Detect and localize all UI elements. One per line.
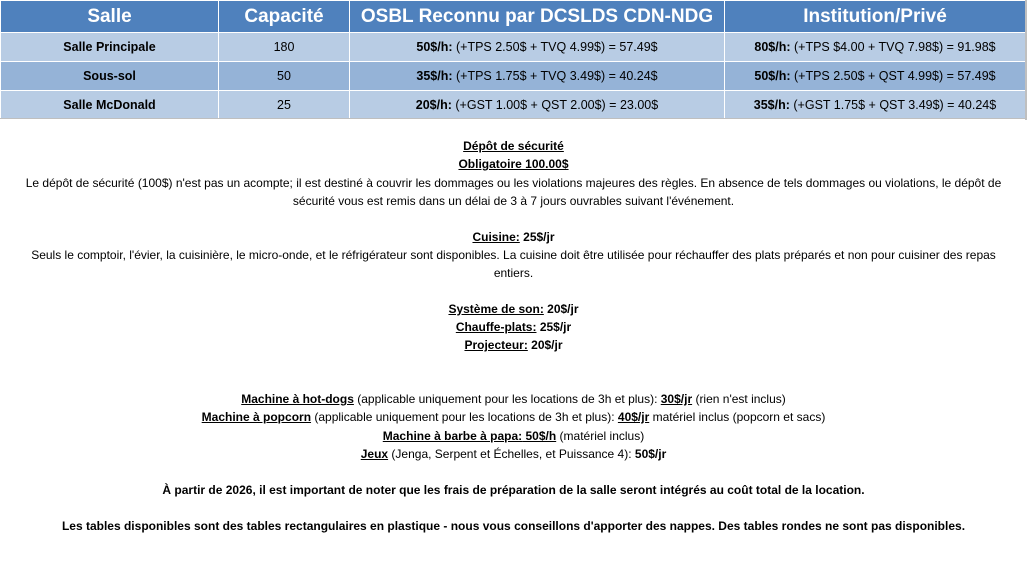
table-row bbox=[1, 33, 1026, 62]
equipment-projector bbox=[0, 336, 1027, 354]
machine-note: (applicable uniquement pour les locations de 3h et plus): bbox=[311, 410, 618, 424]
kitchen-text-line2: entiers. bbox=[493, 266, 534, 280]
institution-rate-detail: (+TPS $4.00 + TVQ 7.98$) = 91.98$ bbox=[790, 40, 996, 54]
machine-label: Machine à hot-dogs bbox=[241, 392, 354, 406]
kitchen-price-line bbox=[0, 228, 1027, 246]
equipment-label: Projecteur: bbox=[464, 338, 528, 352]
institution-rate-detail: (+TPS 2.50$ + QST 4.99$) = 57.49$ bbox=[790, 69, 996, 83]
header-capacite: Capacité bbox=[219, 1, 350, 33]
machine-cotton-candy bbox=[0, 427, 1027, 445]
osbl-rate bbox=[350, 33, 725, 62]
table-row bbox=[1, 62, 1026, 91]
header-osbl: OSBL Reconnu par DCSLDS CDN-NDG bbox=[350, 1, 725, 33]
machine-extra: matériel inclus (popcorn et sacs) bbox=[649, 410, 826, 424]
equipment-sound bbox=[0, 300, 1027, 318]
equipment-label: Système de son: bbox=[448, 302, 544, 316]
osbl-rate bbox=[350, 62, 725, 91]
deposit-text-line2: sécurité vous est remis dans un délai de 3 à 7 jours ouvrables suivant l'événement. bbox=[292, 194, 735, 208]
deposit-text-line1: Le dépôt de sécurité (100$) n'est pas un acompte; il est destiné à couvrir les dommages ou les violations majeures des règles. En absence de tels dommages ou violations, le dépôt de bbox=[25, 176, 1002, 190]
osbl-rate-price: 35$/h: bbox=[416, 69, 453, 83]
machine-note: (Jenga, Serpent et Échelles, et Puissance 4): bbox=[388, 447, 635, 461]
machine-price: 30$/jr bbox=[660, 392, 693, 406]
machine-label: Jeux bbox=[360, 447, 389, 461]
machine-hotdog bbox=[0, 390, 1027, 408]
rates-table bbox=[0, 0, 1026, 120]
kitchen-label: Cuisine: bbox=[472, 230, 520, 244]
room-capacity: 180 bbox=[219, 33, 350, 62]
institution-rate bbox=[725, 33, 1026, 62]
osbl-rate-detail: (+TPS 1.75$ + TVQ 3.49$) = 40.24$ bbox=[452, 69, 658, 83]
machine-extra: (matériel inclus) bbox=[556, 429, 645, 443]
machine-popcorn bbox=[0, 408, 1027, 426]
machine-price: 40$/jr bbox=[617, 410, 650, 424]
institution-rate-price: 80$/h: bbox=[754, 40, 791, 54]
osbl-rate bbox=[350, 91, 725, 120]
room-capacity: 25 bbox=[219, 91, 350, 120]
machine-extra: (rien n'est inclus) bbox=[692, 392, 786, 406]
rates-header-row bbox=[1, 1, 1026, 33]
osbl-rate-price: 20$/h: bbox=[415, 98, 452, 112]
equipment-label: Chauffe-plats: bbox=[455, 320, 537, 334]
room-name: Sous-sol bbox=[1, 62, 219, 91]
institution-rate-detail: (+GST 1.75$ + QST 3.49$) = 40.24$ bbox=[789, 98, 997, 112]
deposit-title: Dépôt de sécurité bbox=[463, 139, 564, 153]
institution-rate-price: 50$/h: bbox=[754, 69, 791, 83]
equipment-warmer bbox=[0, 318, 1027, 336]
institution-rate bbox=[725, 62, 1026, 91]
institution-rate bbox=[725, 91, 1026, 120]
osbl-rate-price: 50$/h: bbox=[416, 40, 453, 54]
machine-price: 50$/jr bbox=[634, 447, 667, 461]
sheet-gridline-bottom bbox=[0, 118, 1027, 119]
equipment-price: 25$/jr bbox=[536, 320, 572, 334]
kitchen-price: 25$/jr bbox=[519, 230, 555, 244]
equipment-price: 20$/jr bbox=[527, 338, 563, 352]
institution-rate-price: 35$/h: bbox=[753, 98, 790, 112]
table-row bbox=[1, 91, 1026, 120]
machine-label: Machine à popcorn bbox=[201, 410, 312, 424]
kitchen-text-line1: Seuls le comptoir, l'évier, la cuisinière, le micro-onde, et le réfrigérateur sont disponibles. La cuisine doit être utilisée pour réchauffer des plats préparés et non pour cuisiner des repas bbox=[31, 248, 996, 262]
machine-note: (applicable uniquement pour les locations de 3h et plus): bbox=[353, 392, 661, 406]
deposit-subtitle: Obligatoire 100.00$ bbox=[458, 157, 569, 171]
room-capacity: 50 bbox=[219, 62, 350, 91]
osbl-rate-detail: (+GST 1.00$ + QST 2.00$) = 23.00$ bbox=[451, 98, 659, 112]
room-name: Salle McDonald bbox=[1, 91, 219, 120]
machine-games bbox=[0, 445, 1027, 463]
machine-price: 50$/h bbox=[522, 429, 557, 443]
room-name: Salle Principale bbox=[1, 33, 219, 62]
note-setup-fees: À partir de 2026, il est important de noter que les frais de préparation de la salle seront intégrés au coût total de la location. bbox=[162, 483, 865, 497]
machine-label: Machine à barbe à papa: bbox=[382, 429, 523, 443]
header-salle: Salle bbox=[1, 1, 219, 33]
note-tables: Les tables disponibles sont des tables rectangulaires en plastique - nous vous conseillons d'apporter des nappes. Des tables rondes ne sont pas disponibles. bbox=[61, 519, 966, 533]
osbl-rate-detail: (+TPS 2.50$ + TVQ 4.99$) = 57.49$ bbox=[452, 40, 658, 54]
equipment-price: 20$/jr bbox=[543, 302, 579, 316]
header-institution: Institution/Privé bbox=[725, 1, 1026, 33]
